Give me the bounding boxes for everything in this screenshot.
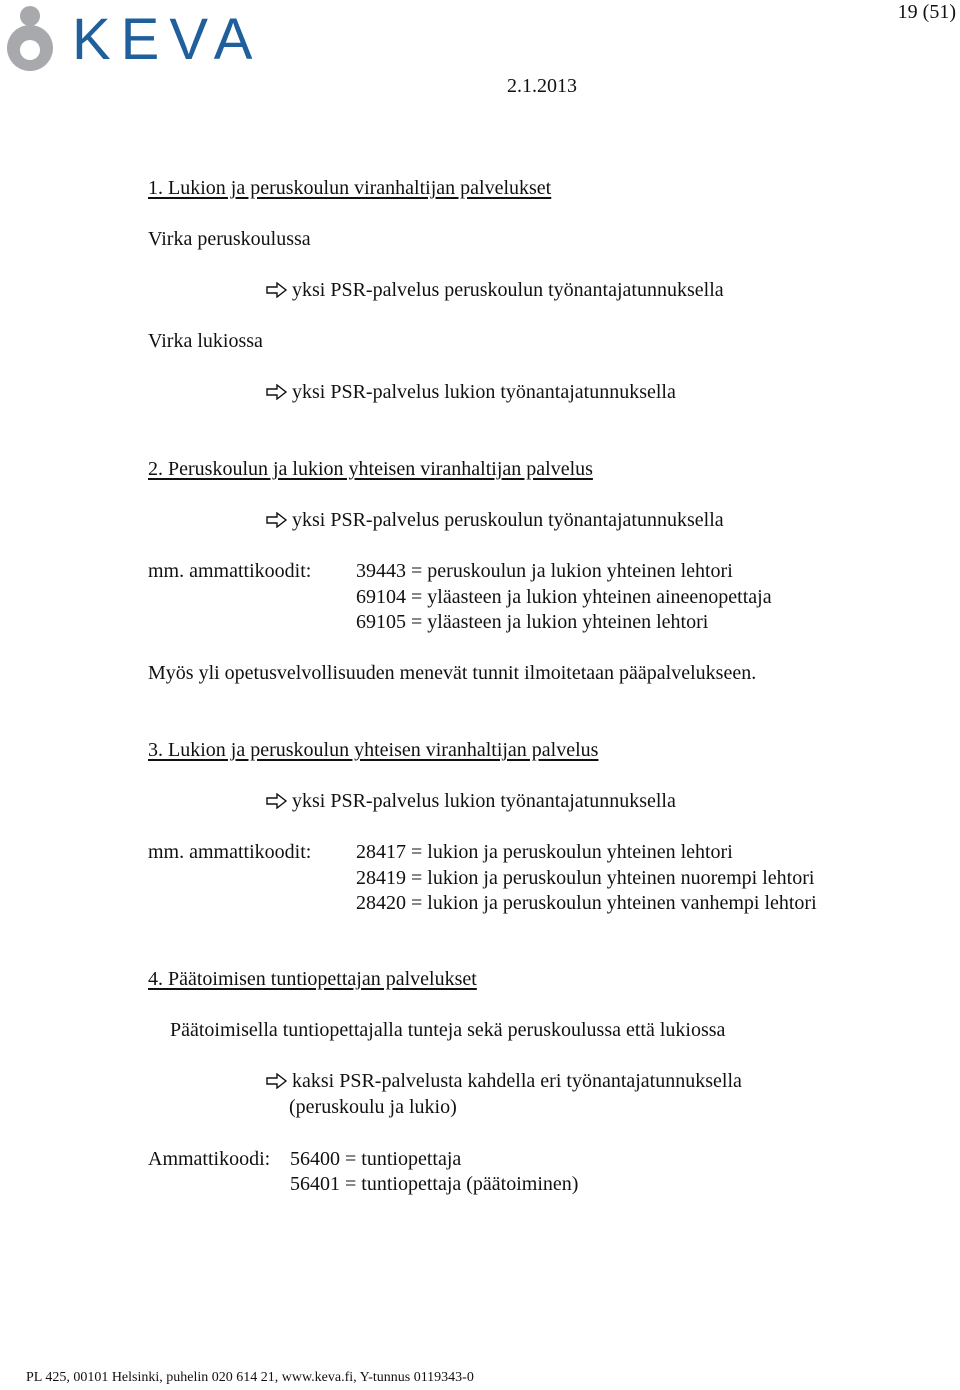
section4-code: 56401 = tuntiopettaja (päätoiminen) xyxy=(290,1173,579,1195)
arrow-right-icon xyxy=(266,793,288,809)
section4-intro: Päätoimisella tuntiopettajalla tunteja sekä peruskoulussa että lukiossa xyxy=(170,1019,726,1041)
document-date: 2.1.2013 xyxy=(507,75,577,97)
section2-code: 69105 = yläasteen ja lukion yhteinen lehtori xyxy=(356,611,709,633)
arrow-right-icon xyxy=(266,1073,288,1089)
section4-arrow: kaksi PSR-palvelusta kahdella eri työnantajatunnuksella xyxy=(266,1069,742,1093)
section1-label-a: Virka peruskoulussa xyxy=(148,228,311,250)
section1-label-b: Virka lukiossa xyxy=(148,330,263,352)
section4-heading: 4. Päätoimisen tuntiopettajan palvelukset xyxy=(148,968,477,990)
brand-wordmark: KEVA xyxy=(72,7,263,72)
section4-codes-label: Ammattikoodi: xyxy=(148,1148,271,1170)
section1-arrow-a: yksi PSR-palvelus peruskoulun työnantajatunnuksella xyxy=(266,278,724,302)
section2-heading: 2. Peruskoulun ja lukion yhteisen viranhaltijan palvelus xyxy=(148,458,593,480)
arrow-right-icon xyxy=(266,282,288,298)
keva-logo xyxy=(0,0,305,78)
arrow-right-icon xyxy=(266,512,288,528)
section2-note: Myös yli opetusvelvollisuuden menevät tunnit ilmoitetaan pääpalvelukseen. xyxy=(148,662,757,684)
section3-heading: 3. Lukion ja peruskoulun yhteisen viranhaltijan palvelus xyxy=(148,739,599,761)
section2-code: 39443 = peruskoulun ja lukion yhteinen lehtori xyxy=(356,560,733,582)
section4-code: 56400 = tuntiopettaja xyxy=(290,1148,462,1170)
section2-code: 69104 = yläasteen ja lukion yhteinen aineenopettaja xyxy=(356,586,772,608)
section2-codes-label: mm. ammattikoodit: xyxy=(148,560,312,582)
section1-arrow-b: yksi PSR-palvelus lukion työnantajatunnuksella xyxy=(266,380,676,404)
section3-codes-label: mm. ammattikoodit: xyxy=(148,841,312,863)
section1-heading: 1. Lukion ja peruskoulun viranhaltijan palvelukset xyxy=(148,177,552,199)
section2-arrow: yksi PSR-palvelus peruskoulun työnantajatunnuksella xyxy=(266,508,724,532)
section3-code: 28419 = lukion ja peruskoulun yhteinen nuorempi lehtori xyxy=(356,867,815,889)
page-number: 19 (51) xyxy=(897,1,956,23)
arrow-right-icon xyxy=(266,384,288,400)
section3-code: 28417 = lukion ja peruskoulun yhteinen lehtori xyxy=(356,841,733,863)
section3-code: 28420 = lukion ja peruskoulun yhteinen vanhempi lehtori xyxy=(356,892,817,914)
section4-arrow-continuation: (peruskoulu ja lukio) xyxy=(289,1096,457,1118)
section3-arrow: yksi PSR-palvelus lukion työnantajatunnuksella xyxy=(266,789,676,813)
footer-address: PL 425, 00101 Helsinki, puhelin 020 614 21, www.keva.fi, Y-tunnus 0119343-0 xyxy=(26,1370,474,1385)
